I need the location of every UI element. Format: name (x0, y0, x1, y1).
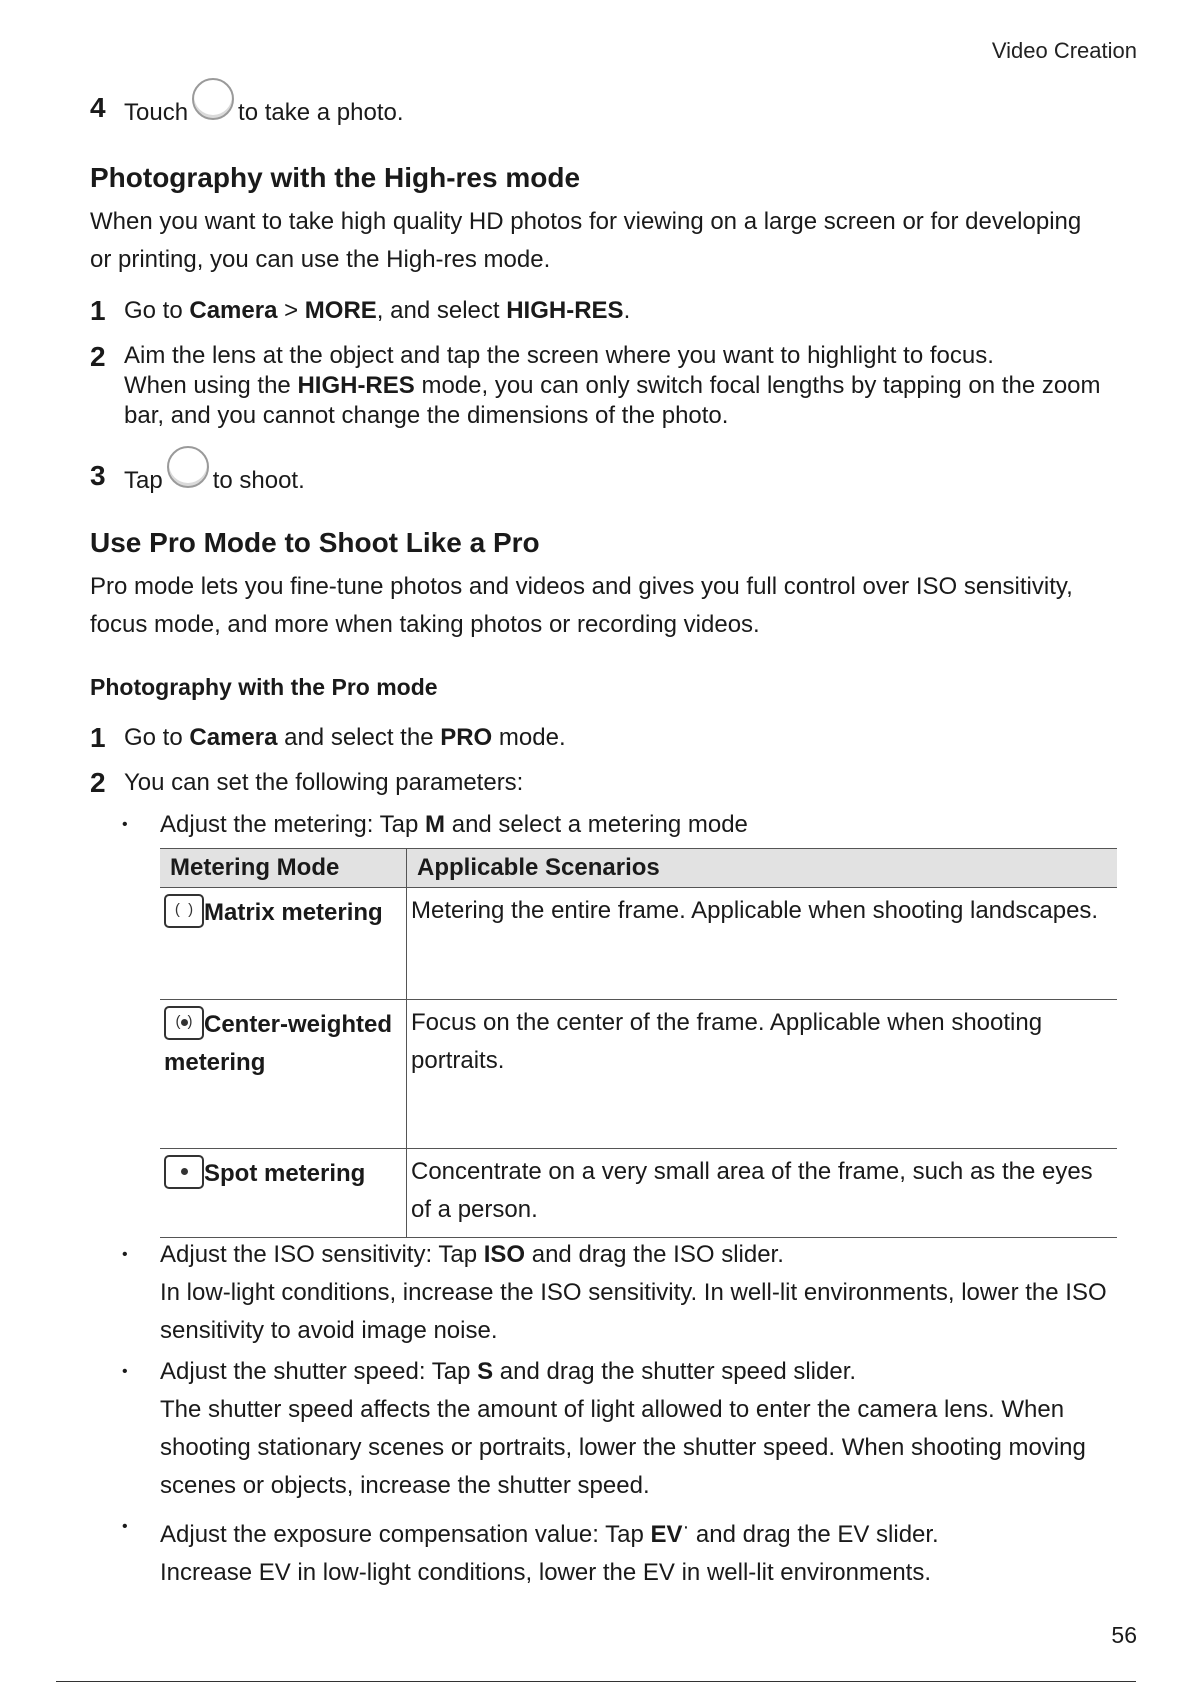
text: to shoot. (212, 467, 305, 494)
text: In low-light conditions, increase the ISO sensitivity. In well-lit environments, lower the ISO sensitivity to avoid image noise. (160, 1279, 1107, 1344)
text: mode, you can only switch focal lengths by tapping on the zoom bar, and you cannot change the dimensions of the photo. (124, 372, 1101, 429)
pro-intro: Pro mode lets you fine-tune photos and videos and gives you full control over ISO sensitivity, focus mode, and more when taking photos or recording videos. (90, 573, 1073, 638)
step-text-end: to take a photo. (238, 99, 404, 126)
table-row (160, 1149, 1117, 1238)
text: The shutter speed affects the amount of light allowed to enter the camera lens. When shooting stationary scenes or portraits, lower the shutter speed. When shooting moving scenes or objects, increase the shutter speed. (160, 1396, 1086, 1499)
scenario-text: Focus on the center of the frame. Applicable when shooting portraits. (407, 1000, 1118, 1149)
text: > (277, 297, 305, 324)
text: and drag the ISO slider. (525, 1241, 784, 1268)
subsection-title-pro-photo: Photography with the Pro mode (90, 674, 438, 700)
text: , and select (376, 297, 507, 324)
text: Aim the lens at the object and tap the screen where you want to highlight to focus. (124, 342, 994, 369)
bullet-dot: • (122, 816, 128, 833)
step-number: 1 (90, 295, 106, 326)
highres-intro: When you want to take high quality HD photos for viewing on a large screen or for developing or printing, you can use the High-res mode. (90, 208, 1082, 273)
table-header: Metering Mode (160, 849, 407, 888)
step-number: 4 (90, 92, 106, 123)
mode-name: Spot metering (204, 1160, 366, 1187)
table-row (160, 1000, 1117, 1149)
step-number: 1 (90, 722, 106, 753)
section-title-pro: Use Pro Mode to Shoot Like a Pro (90, 527, 540, 558)
text: When using the (124, 372, 298, 399)
spot-metering-icon (164, 1155, 204, 1189)
step-text: Touch (124, 99, 189, 126)
text: Adjust the ISO sensitivity: Tap (160, 1241, 484, 1268)
table-header-row (160, 849, 1117, 888)
text: mode. (492, 724, 566, 751)
bold-text: M (425, 811, 446, 838)
bullet-dot: • (122, 1246, 128, 1263)
scenario-text: Metering the entire frame. Applicable when shooting landscapes. (407, 888, 1118, 1000)
text: Tap (124, 467, 163, 494)
running-header: Video Creation (991, 38, 1137, 63)
page-number: 56 (1111, 1622, 1137, 1648)
text: Adjust the metering: Tap (160, 811, 426, 838)
text: and drag the EV slider. (689, 1521, 939, 1548)
bullet-dot: • (122, 1518, 128, 1535)
bold-text: HIGH-RES (506, 297, 624, 324)
text: You can set the following parameters: (124, 769, 524, 796)
step-number: 2 (90, 767, 106, 798)
text: . (623, 297, 631, 324)
bold-text: Camera (189, 297, 278, 324)
shutter-icon (167, 446, 209, 488)
bold-text: Camera (189, 724, 278, 751)
center-weighted-metering-icon: ( ) (164, 1006, 204, 1040)
text: Increase EV in low-light conditions, lower the EV in well-lit environments. (160, 1559, 932, 1586)
text: Adjust the exposure compensation value: Tap (160, 1521, 651, 1548)
text: Go to (124, 724, 190, 751)
step-number: 2 (90, 341, 106, 372)
step-number: 3 (90, 460, 106, 491)
footer-rule (56, 1681, 1136, 1682)
text: and select a metering mode (445, 811, 748, 838)
metering-table (160, 848, 1117, 1238)
matrix-metering-icon: ( ) (164, 894, 204, 928)
superscript: · (682, 1516, 690, 1538)
text: Go to (124, 297, 190, 324)
bold-text: S (477, 1358, 494, 1385)
bold-text: PRO (440, 724, 493, 751)
mode-name: Center-weighted metering (164, 1011, 393, 1076)
text: and drag the shutter speed slider. (493, 1358, 857, 1385)
bold-text: EV (650, 1521, 683, 1548)
scenario-text: Concentrate on a very small area of the frame, such as the eyes of a person. (407, 1149, 1118, 1238)
mode-name: Matrix metering (204, 899, 383, 926)
bold-text: ISO (483, 1241, 526, 1268)
text: Adjust the shutter speed: Tap (160, 1358, 478, 1385)
table-row (160, 888, 1117, 1000)
bullet-dot: • (122, 1363, 128, 1380)
bold-text: HIGH-RES (297, 372, 415, 399)
text: and select the (277, 724, 441, 751)
section-title-highres: Photography with the High-res mode (90, 162, 581, 193)
shutter-icon (192, 78, 234, 120)
bold-text: MORE (304, 297, 377, 324)
table-header: Applicable Scenarios (407, 849, 1118, 888)
